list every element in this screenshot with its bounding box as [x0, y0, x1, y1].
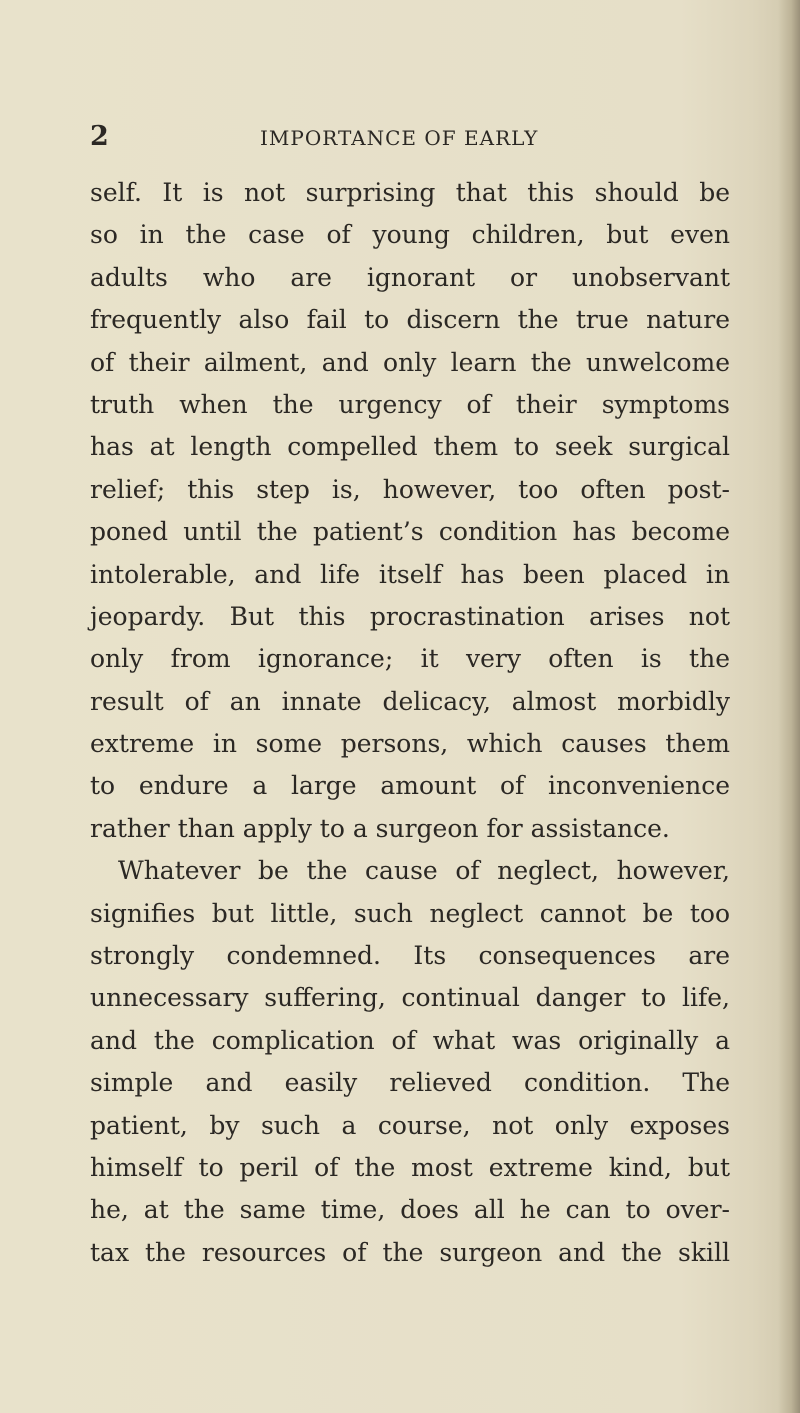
text-line: Whatever be the cause of neglect, however,: [118, 856, 730, 886]
running-head: IMPORTANCE OF EARLY: [260, 126, 539, 150]
text-line: to endure a large amount of inconvenience: [90, 771, 730, 801]
text-line: unnecessary suffering, continual danger to life,: [90, 983, 730, 1013]
text-line: self. It is not surprising that this should be: [90, 178, 730, 207]
text-line: jeopardy. But this procrastination arises not: [90, 601, 730, 631]
text-line: intolerable, and life itself has been placed in: [90, 559, 730, 589]
text-line: rather than apply to a surgeon for assistance.: [90, 813, 670, 843]
text-line: truth when the urgency of their symptoms: [90, 389, 730, 419]
text-line: poned until the patient’s condition has become: [90, 517, 730, 547]
text-line: patient, by such a course, not only exposes: [90, 1110, 730, 1140]
page-number: 2: [90, 121, 109, 152]
text-line: relief; this step is, however, too often post-: [90, 474, 730, 504]
text-line: and the complication of what was originally a: [90, 1025, 730, 1055]
text-line: himself to peril of the most extreme kind, but: [90, 1152, 730, 1182]
body-text: [90, 172, 730, 1274]
page-edge-shadow: [778, 0, 800, 1413]
text-line: result of an innate delicacy, almost morbidly: [90, 686, 730, 716]
text-line: only from ignorance; it very often is the: [90, 644, 730, 674]
text-line: extreme in some persons, which causes them: [90, 729, 730, 759]
text-line: strongly condemned. Its consequences are: [90, 941, 730, 971]
text-line: so in the case of young children, but even: [90, 220, 730, 250]
text-line: of their ailment, and only learn the unwelcome: [90, 347, 730, 377]
text-line: has at length compelled them to seek surgical: [90, 432, 730, 462]
text-line: simple and easily relieved condition. The: [90, 1068, 730, 1098]
page-header: [90, 120, 730, 154]
text-line: he, at the same time, does all he can to over-: [90, 1195, 730, 1225]
text-line: tax the resources of the surgeon and the skill: [90, 1237, 730, 1267]
text-line: adults who are ignorant or unobservant: [90, 262, 730, 292]
text-line: signifies but little, such neglect cannot be too: [90, 898, 730, 928]
text-line: frequently also fail to discern the true nature: [90, 305, 730, 335]
